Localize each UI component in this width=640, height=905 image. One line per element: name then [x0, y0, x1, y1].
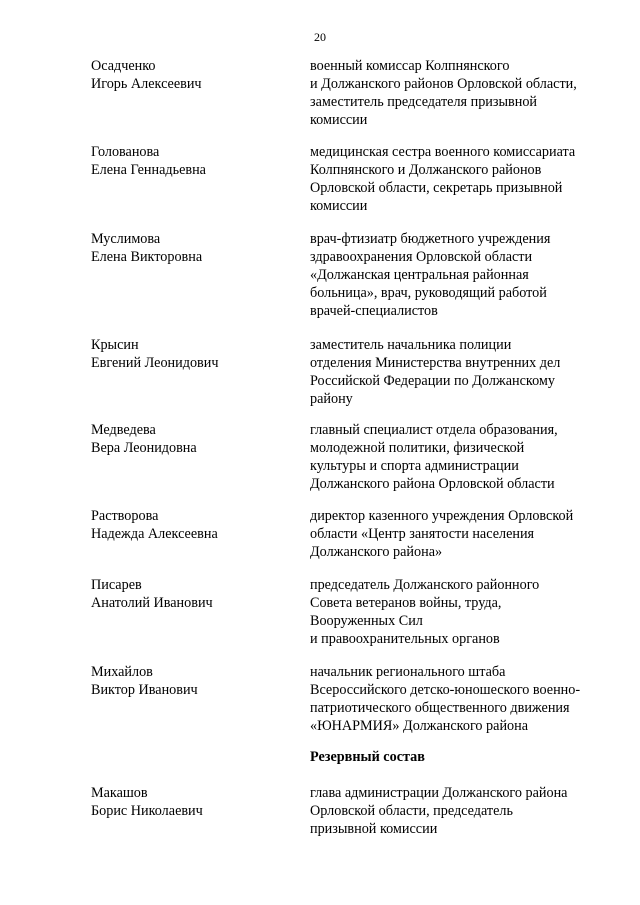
- member-role: председатель Должанского районного Совета ветеранов войны, труда, Вооруженных Сил и правоохранительных органов: [310, 577, 540, 647]
- member-role: глава администрации Должанского района Орловской области, председатель призывной комиссии: [310, 785, 568, 837]
- member-role: военный комиссар Колпнянского и Должанского районов Орловской области, заместитель председателя призывной комиссии: [310, 58, 577, 128]
- member-name: Писарев Анатолий Иванович: [91, 577, 213, 611]
- member-name: Михайлов Виктор Иванович: [91, 664, 198, 698]
- member-role: медицинская сестра военного комиссариата Колпнянского и Должанского районов Орловской области, секретарь призывной комиссии: [310, 144, 576, 214]
- member-role: начальник регионального штаба Всероссийского детско-юношеского военно- патриотического общественного движения «ЮНАРМИЯ» Должанского района: [310, 664, 581, 734]
- member-name: Голованова Елена Геннадьевна: [91, 144, 206, 178]
- member-name: Муслимова Елена Викторовна: [91, 231, 203, 265]
- page-number: 20: [314, 30, 326, 44]
- member-name: Макашов Борис Николаевич: [91, 785, 203, 819]
- member-name: Растворова Надежда Алексеевна: [91, 508, 218, 542]
- member-role: врач-фтизиатр бюджетного учреждения здравоохранения Орловской области «Должанская центральная районная больница», врач, руководящий работой врачей-специалистов: [310, 231, 551, 319]
- member-name: Осадченко Игорь Алексеевич: [91, 58, 202, 92]
- member-name: Крысин Евгений Леонидович: [91, 337, 219, 371]
- member-role: заместитель начальника полиции отделения Министерства внутренних дел Российской Федерации по Должанскому району: [310, 337, 561, 407]
- reserve-section-heading: Резервный состав: [310, 749, 425, 765]
- member-name: Медведева Вера Леонидовна: [91, 422, 197, 456]
- member-role: главный специалист отдела образования, молодежной политики, физической культуры и спорта администрации Должанского района Орловской области: [310, 422, 558, 492]
- member-role: директор казенного учреждения Орловской области «Центр занятости населения Должанского района»: [310, 508, 574, 560]
